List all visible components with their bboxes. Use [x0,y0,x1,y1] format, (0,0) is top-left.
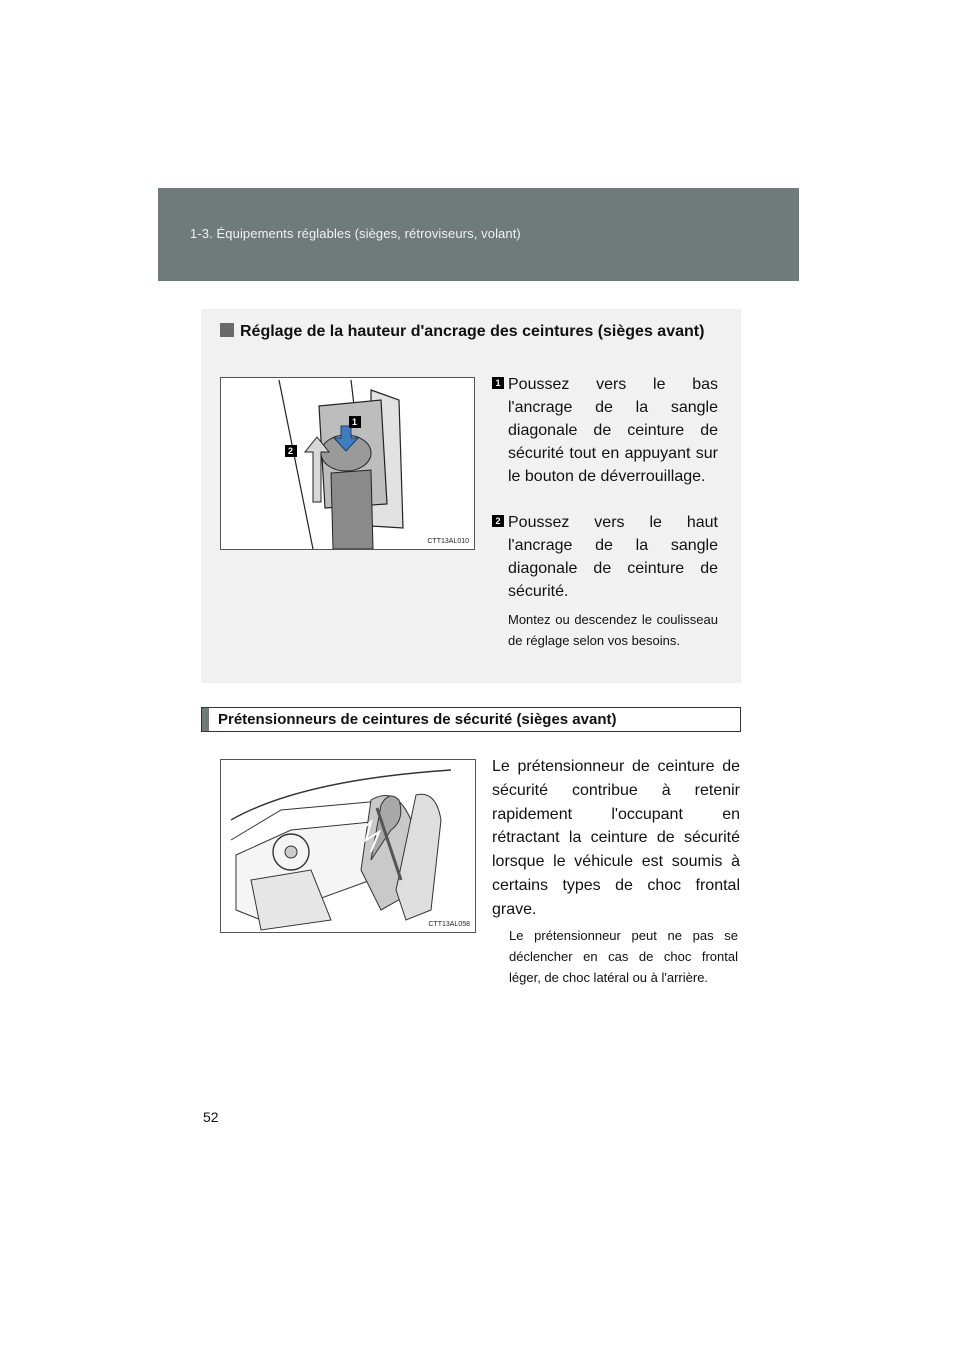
title-bar-accent [202,708,209,731]
section1-title: Réglage de la hauteur d'ancrage des ceintures (sièges avant) [240,323,705,340]
image-code: CTT13AL010 [427,538,469,545]
car-interior-drawing [221,760,475,932]
belt-anchor-drawing [221,378,474,549]
step-text-2: Poussez vers le haut l'ancrage de la sangle diagonale de ceinture de sécurité. [508,514,718,600]
page-number: 52 [203,1109,219,1125]
step-number-2: 2 [492,515,504,527]
image-code-2: CTT13AL058 [428,921,470,928]
section2-note: Le prétensionneur peut ne pas se déclencher en cas de choc frontal léger, de choc latéral ou à l'arrière. [509,928,738,985]
pretensioner-illustration [220,759,476,933]
belt-anchor-illustration [220,377,475,550]
section2-paragraph: Le prétensionneur de ceinture de sécurité contribue à retenir rapidement l'occupant en rétractant la ceinture de sécurité lorsque le véhicule est soumis à certains types de choc frontal grave. [492,758,740,918]
chapter-title: 1-3. Équipements réglables (sièges, rétroviseurs, volant) [190,226,521,241]
step-text-1: Poussez vers le bas l'ancrage de la sangle diagonale de ceinture de sécurité tout en appuyant sur le bouton de déverrouillage. [508,376,718,485]
section2-title: Prétensionneurs de ceintures de sécurité (sièges avant) [218,711,617,728]
step-number-1: 1 [492,377,504,389]
section2-title-bar [201,707,741,732]
step-2 [492,511,718,603]
image-label-2: 2 [288,446,294,456]
square-bullet-icon [220,323,234,337]
step-1 [492,373,718,488]
chapter-header [158,188,799,281]
section1-heading [220,320,720,344]
section1-note: Montez ou descendez le coulisseau de réglage selon vos besoins. [508,612,718,648]
image-label-1: 1 [352,417,358,427]
